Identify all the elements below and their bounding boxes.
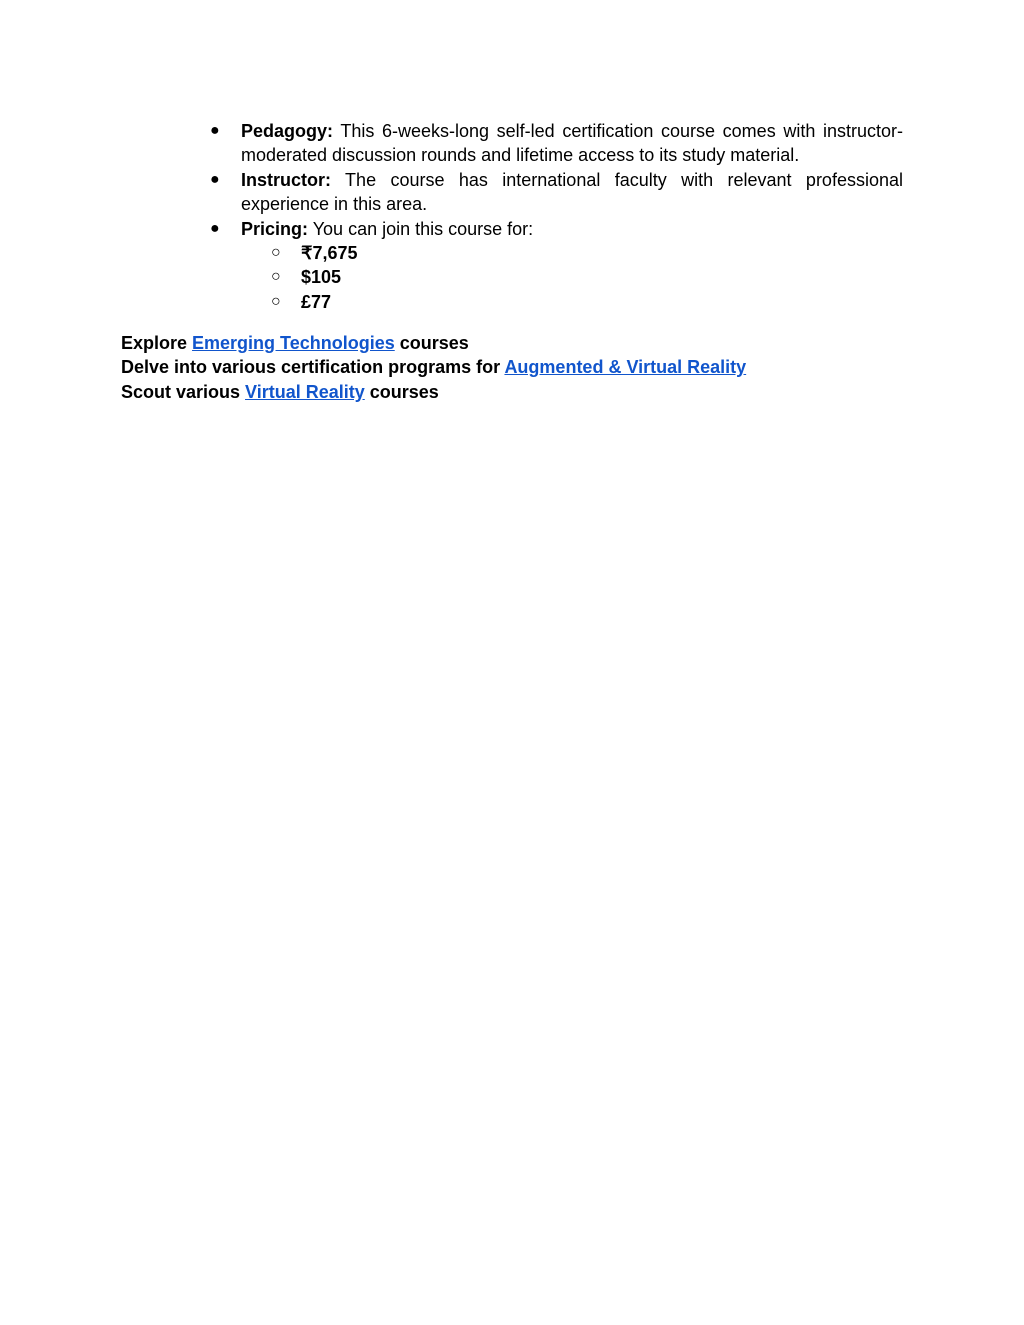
explore-prefix: Explore xyxy=(121,333,193,353)
virtual-reality-link[interactable]: Virtual Reality xyxy=(245,381,365,402)
course-details-list xyxy=(210,119,903,314)
bullet-marker: ● xyxy=(210,170,220,188)
delve-prefix: Delve into various certification programs for xyxy=(121,357,505,378)
instructor-text: The course has international faculty with relevant professional experience in this area. xyxy=(241,169,903,215)
price-item-inr xyxy=(271,241,903,265)
sub-bullet-marker: ○ xyxy=(271,292,281,310)
augmented-virtual-reality-link[interactable]: Augmented & Virtual Reality xyxy=(504,357,747,378)
list-item-pricing xyxy=(210,217,903,315)
scout-prefix: Scout various xyxy=(121,381,246,402)
instructor-label: Instructor: xyxy=(241,169,331,190)
explore-suffix: courses xyxy=(394,333,469,353)
pedagogy-text: This 6-weeks-long self-led certification course comes with instructor-moderated discussion rounds and lifetime access to its study material. xyxy=(241,121,903,166)
list-item-pedagogy xyxy=(210,119,903,168)
list-item-instructor xyxy=(210,168,903,217)
sub-bullet-marker: ○ xyxy=(271,268,281,286)
price-item-gbp xyxy=(271,290,903,314)
pricing-label: Pricing: xyxy=(241,218,309,239)
price-inr: ₹7,675 xyxy=(301,243,358,264)
explore-line-vr xyxy=(121,380,921,404)
bullet-marker: ● xyxy=(210,122,220,139)
bullet-marker: ● xyxy=(210,219,220,237)
price-list xyxy=(241,241,903,314)
explore-line-arvr xyxy=(121,355,921,379)
pricing-text: You can join this course for: xyxy=(308,218,534,239)
price-gbp: £77 xyxy=(301,291,332,312)
price-usd: $105 xyxy=(301,267,342,288)
pedagogy-label: Pedagogy: xyxy=(241,121,334,141)
price-item-usd xyxy=(271,265,903,289)
sub-bullet-marker: ○ xyxy=(271,244,281,262)
emerging-technologies-link[interactable]: Emerging Technologies xyxy=(192,333,395,353)
explore-line-emerging xyxy=(121,331,921,355)
scout-suffix: courses xyxy=(364,381,439,402)
explore-links-section xyxy=(121,331,921,404)
